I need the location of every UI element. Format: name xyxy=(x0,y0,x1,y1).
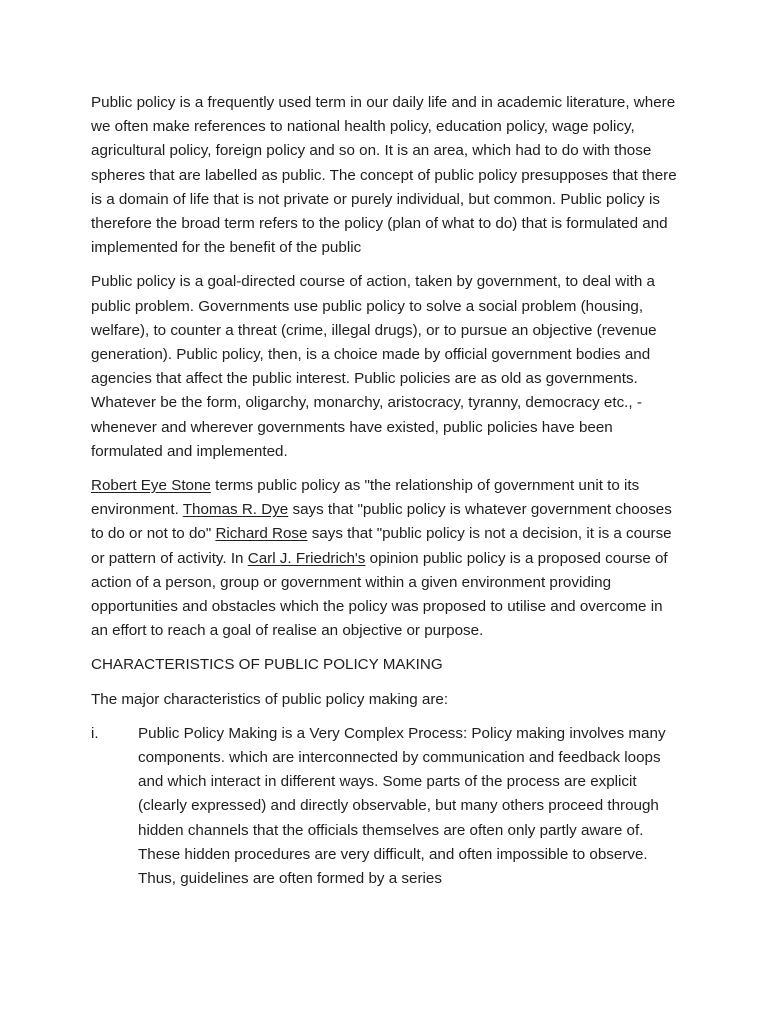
paragraph-intro: The major characteristics of public policy making are: xyxy=(91,690,449,708)
document-body xyxy=(91,91,681,891)
scholar-quote-text: says that "public policy is whatever government chooses to do or not to do" xyxy=(91,501,672,543)
paragraph-definitions-by-scholars xyxy=(91,474,681,643)
scholar-name-thomas-dye: Thomas R. Dye xyxy=(182,501,289,519)
scholar-name-carl-friedrich: Carl J. Friedrich's xyxy=(247,549,366,567)
paragraph-goal-directed: Public policy is a goal-directed course of action, taken by government, to deal with a public problem. Governments use public policy to solve a social problem (housing, welfare), to counter a threat (crime, illegal drugs), or to pursue an objective (revenue generation). Public policy, then, is a choice made by official government bodies and agencies that affect the public interest. Public policies are as old as governments. Whatever be the form, oligarchy, monarchy, aristocracy, tyranny, democracy etc., - whenever and wherever governments have existed, public policies have been formulated and implemented. xyxy=(91,273,657,460)
list-item xyxy=(91,722,681,891)
scholar-quote-text: terms public policy as "the relationship of government unit to its environment. xyxy=(91,477,640,519)
scholar-quote-text: says that "public policy is not a decision, it is a course or pattern of activity. In xyxy=(91,525,672,567)
scholar-name-robert-eye-stone: Robert Eye Stone xyxy=(91,477,211,495)
list-marker: i. xyxy=(91,724,99,742)
scholar-name-richard-rose: Richard Rose xyxy=(215,525,308,543)
list-item-text: Public Policy Making is a Very Complex Process: Policy making involves many components. which are interconnected by communication and feedback loops and which interact in different ways. Some parts of the process are explicit (clearly expressed) and directly observable, but many others proceed through hidden channels that the officials themselves are often only partly aware of. These hidden procedures are very difficult, and often impossible to observe. Thus, guidelines are often formed by a series xyxy=(138,724,666,888)
paragraph-definition: Public policy is a frequently used term in our daily life and in academic literature, where we often make references to national health policy, education policy, wage policy, agricultural policy, foreign policy and so on. It is an area, which had to do with those spheres that are labelled as public. The concept of public policy presupposes that there is a domain of life that is not private or purely individual, but common. Public policy is therefore the broad term refers to the policy (plan of what to do) that is formulated and implemented for the benefit of the public xyxy=(91,94,677,257)
scholar-quote-text: opinion public policy is a proposed course of action of a person, group or government within a given environment providing opportunities and obstacles which the policy was proposed to utilise and overcome in an effort to reach a goal of realise an objective or purpose. xyxy=(91,549,668,640)
section-heading: CHARACTERISTICS OF PUBLIC POLICY MAKING xyxy=(91,656,443,674)
